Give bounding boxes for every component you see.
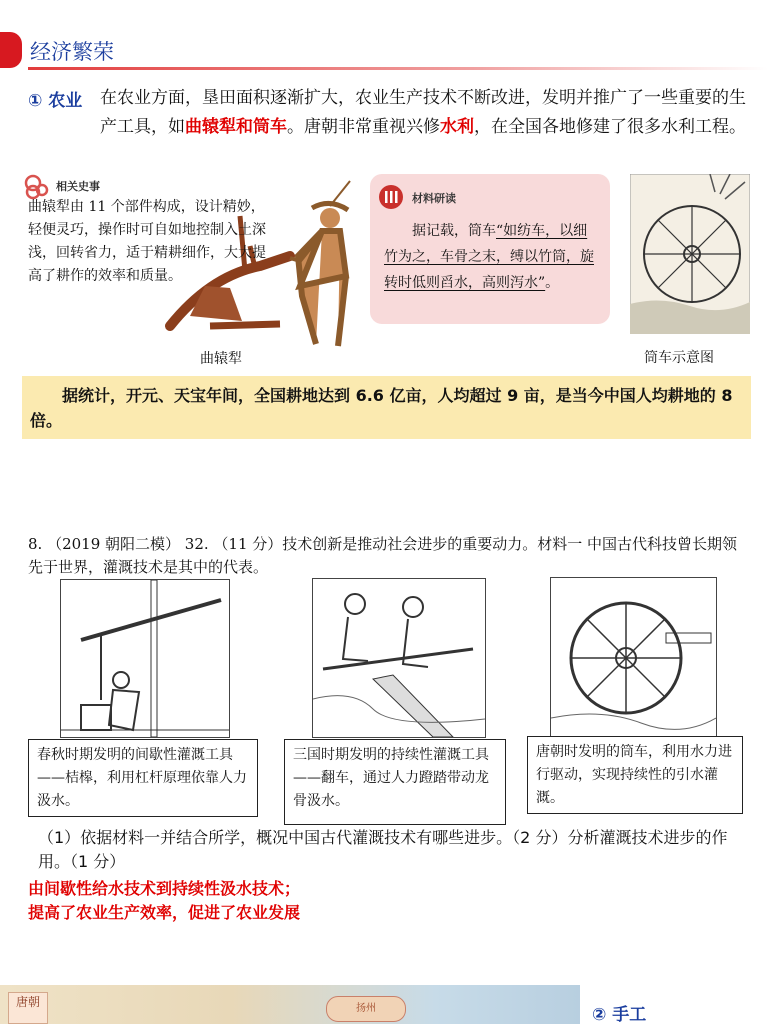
stats-text: 据统计，开元、天宝年间，全国耕地达到 6.6 亿亩，人均超过 9 亩，是当今中国人均耕地的 8 倍。	[30, 386, 733, 430]
answer-line-1: 由间歇性给水技术到持续性汲水技术；	[28, 879, 301, 898]
handicraft-label: ② 手工	[592, 1005, 647, 1025]
agriculture-paragraph: 在农业方面，垦田面积逐渐扩大，农业生产技术不断改进，发明并推广了一些重要的生产工具，如曲辕犁和筒车。唐朝非常重视兴修水利，在全国各地修建了很多水利工程。	[100, 88, 746, 137]
chain-pump-caption: 三国时期发明的持续性灌溉工具——翻车，通过人力蹬踏带动龙骨汲水。	[284, 739, 506, 825]
sub-question-1: （1）依据材料一并结合所学，概况中国古代灌溉技术有哪些进步。（2 分）分析灌溉技术进步的作用。（1 分）	[38, 828, 728, 871]
material-text: 据记载，筒车“如纺车，以细竹为之，车骨之末，缚以竹筒，旋转时低则舀水，高则泻水”。	[384, 223, 594, 291]
water-wheel-illustration-2	[550, 577, 717, 737]
water-wheel-caption: 筒车示意图	[644, 350, 714, 366]
related-story-header: 相关史事	[56, 180, 100, 193]
shadoof-illustration	[60, 579, 230, 738]
highlight-plow-wheel: 曲辕犁和筒车	[185, 117, 287, 137]
material-quote: “如纺车，以细竹为之，车骨之末，缚以竹筒，旋转时低则舀水，高则泻水”	[384, 223, 594, 291]
highlight-irrigation: 水利	[440, 117, 474, 137]
agriculture-label: ① 农业	[28, 91, 83, 111]
section-title: 经济繁荣	[30, 40, 114, 64]
tang-map-strip	[0, 985, 580, 1024]
question-8-stem: 8. （2019 朝阳二模） 32. （11 分）技术创新是推动社会进步的重要动力。材料一 中国古代科技曾长期领先于世界，灌溉技术是其中的代表。	[28, 535, 738, 576]
answer	[28, 877, 300, 925]
plow-caption: 曲辕犁	[200, 351, 242, 367]
material-header: 材料研读	[412, 192, 456, 205]
yangzhou-city-label: 扬州	[326, 996, 406, 1022]
water-wheel-caption-2: 唐朝时发明的筒车，利用水力进行驱动，实现持续性的引水灌溉。	[527, 736, 743, 814]
water-wheel-illustration	[630, 174, 750, 334]
answer-line-2: 提高了农业生产效率，促进了农业发展	[28, 903, 301, 922]
tang-badge: 唐朝	[8, 992, 48, 1024]
section-underline	[28, 67, 768, 70]
shadoof-caption: 春秋时期发明的间歇性灌溉工具——桔槔，利用杠杆原理依靠人力汲水。	[28, 739, 258, 817]
material-icon	[378, 184, 404, 210]
section-marker	[0, 32, 22, 68]
related-story-text: 曲辕犁由 11 个部件构成，设计精妙，轻便灵巧，操作时可自如地控制入土深浅，回转省力，适于精耕细作，大大提高了耕作的效率和质量。	[28, 199, 266, 284]
square-pallet-chain-pump-illustration	[312, 578, 486, 738]
